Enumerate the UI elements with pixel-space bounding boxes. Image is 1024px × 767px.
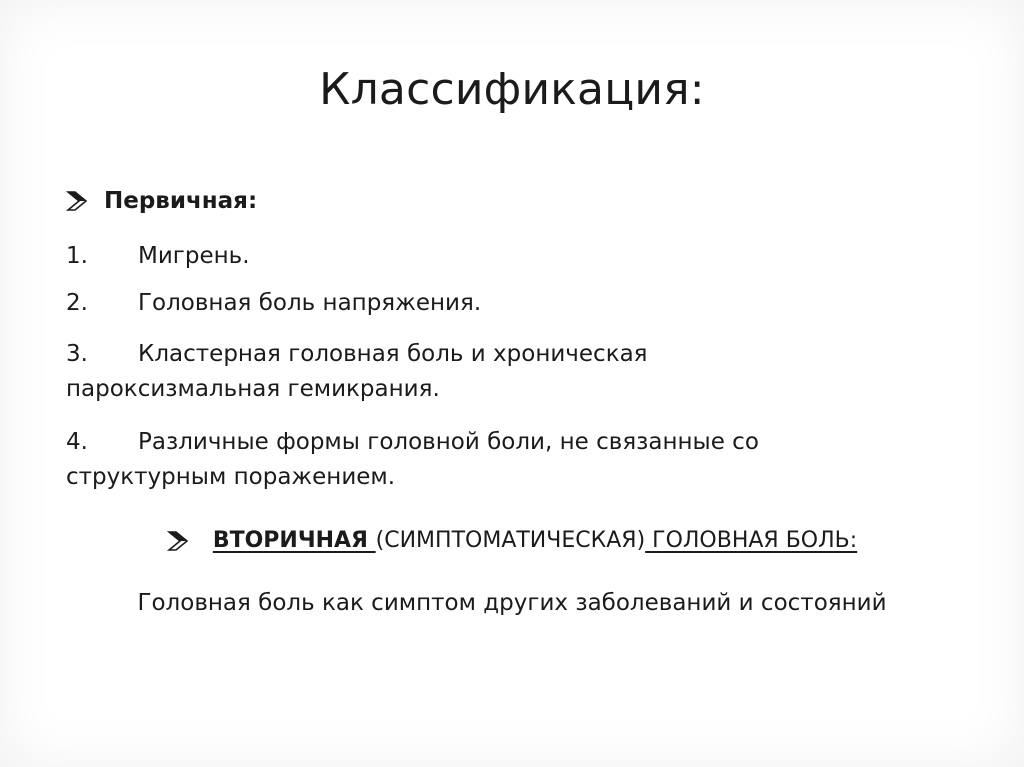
slide-title: Классификация: — [319, 64, 705, 115]
list-item — [66, 425, 926, 495]
list-item — [66, 286, 926, 321]
list-item-text: Мигрень. — [138, 243, 250, 269]
primary-label: Первичная: — [104, 188, 258, 214]
list-item-number: 2. — [66, 290, 88, 316]
secondary-qualifier: (СИМПТОМАТИЧЕСКАЯ) — [375, 528, 646, 553]
list-item — [66, 337, 926, 407]
list-item-number: 4. — [66, 429, 88, 455]
secondary-heading — [0, 528, 1024, 553]
secondary-label: ВТОРИЧНАЯ — [212, 528, 376, 553]
arrow-bullet-icon — [167, 531, 191, 551]
list-item-number: 1. — [66, 243, 88, 269]
arrow-bullet-icon — [66, 191, 90, 211]
list-item-text: Кластерная головная боль и хроническая — [138, 341, 648, 367]
list-item-text: Головная боль напряжения. — [138, 290, 482, 316]
list-item — [66, 239, 926, 274]
list-item-text: Различные формы головной боли, не связанные со — [138, 429, 759, 455]
list-item-number: 3. — [66, 341, 88, 367]
secondary-suffix: ГОЛОВНАЯ БОЛЬ: — [645, 528, 858, 553]
primary-heading — [66, 188, 257, 214]
secondary-description: Головная боль как симптом других заболеваний и состояний — [137, 590, 887, 616]
list-item-text-continued: пароксизмальная гемикрания. — [66, 376, 440, 402]
list-item-text-continued: структурным поражением. — [66, 464, 396, 490]
